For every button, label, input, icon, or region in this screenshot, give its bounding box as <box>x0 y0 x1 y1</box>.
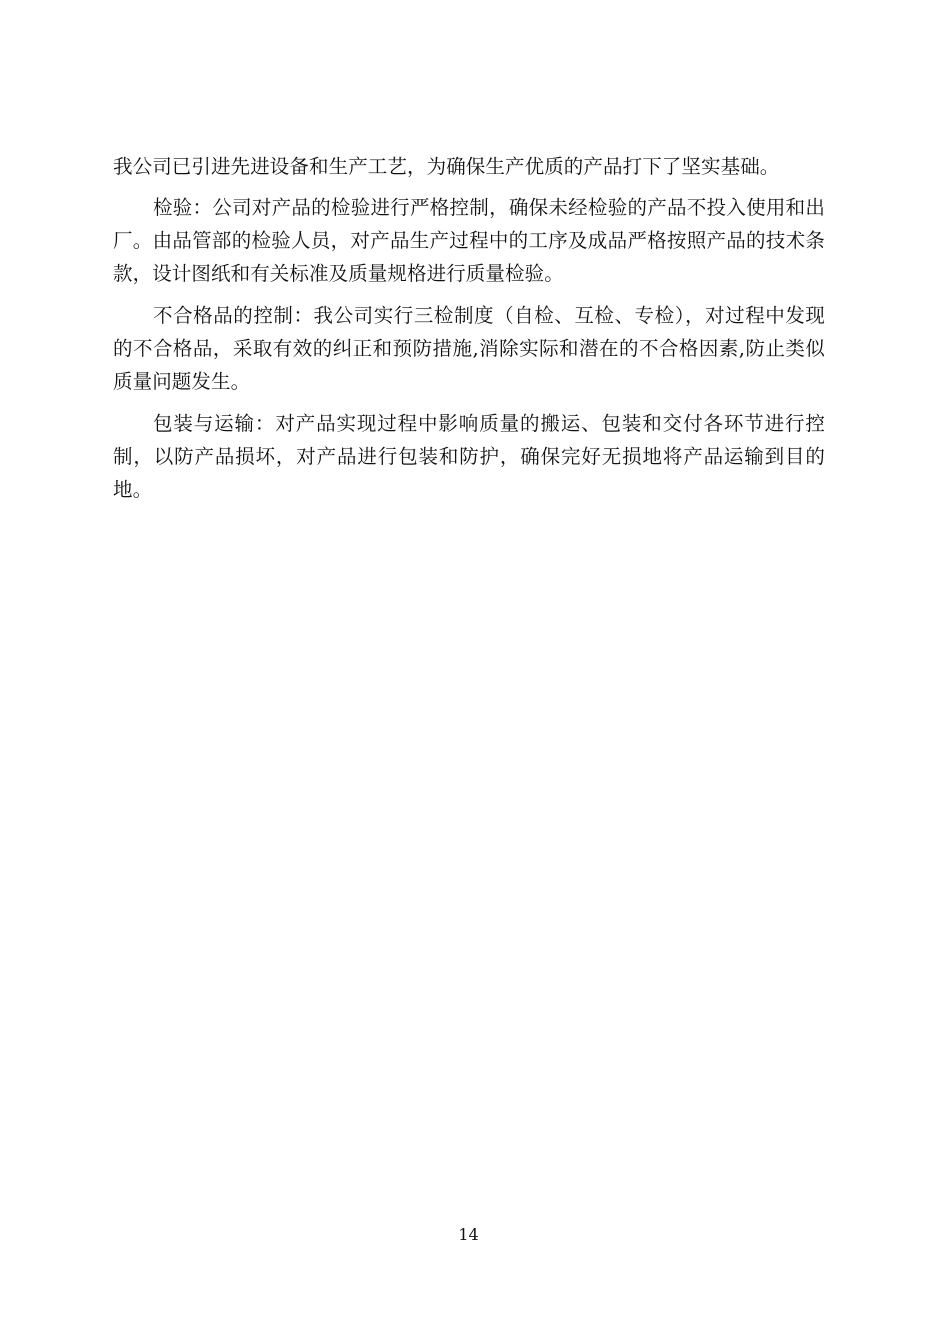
paragraph-nonconforming-control: 不合格品的控制：我公司实行三检制度（自检、互检、专检），对过程中发现的不合格品，采取有效的纠正和预防措施,消除实际和潜在的不合格因素,防止类似质量问题发生。 <box>113 304 825 393</box>
page-number: 14 <box>458 1225 479 1244</box>
paragraph-packaging-transport: 包装与运输：对产品实现过程中影响质量的搬运、包装和交付各环节进行控制，以防产品损坏，对产品进行包装和防护，确保完好无损地将产品运输到目的地。 <box>113 412 825 501</box>
paragraph-intro: 我公司已引进先进设备和生产工艺，为确保生产优质的产品打下了坚实基础。 <box>113 155 780 178</box>
paragraph-inspection: 检验：公司对产品的检验进行严格控制，确保未经检验的产品不投入使用和出厂。由品管部的检验人员，对产品生产过程中的工序及成品严格按照产品的技术条款，设计图纸和有关标准及质量规格进行质量检验。 <box>113 196 825 285</box>
document-body <box>113 150 825 515</box>
